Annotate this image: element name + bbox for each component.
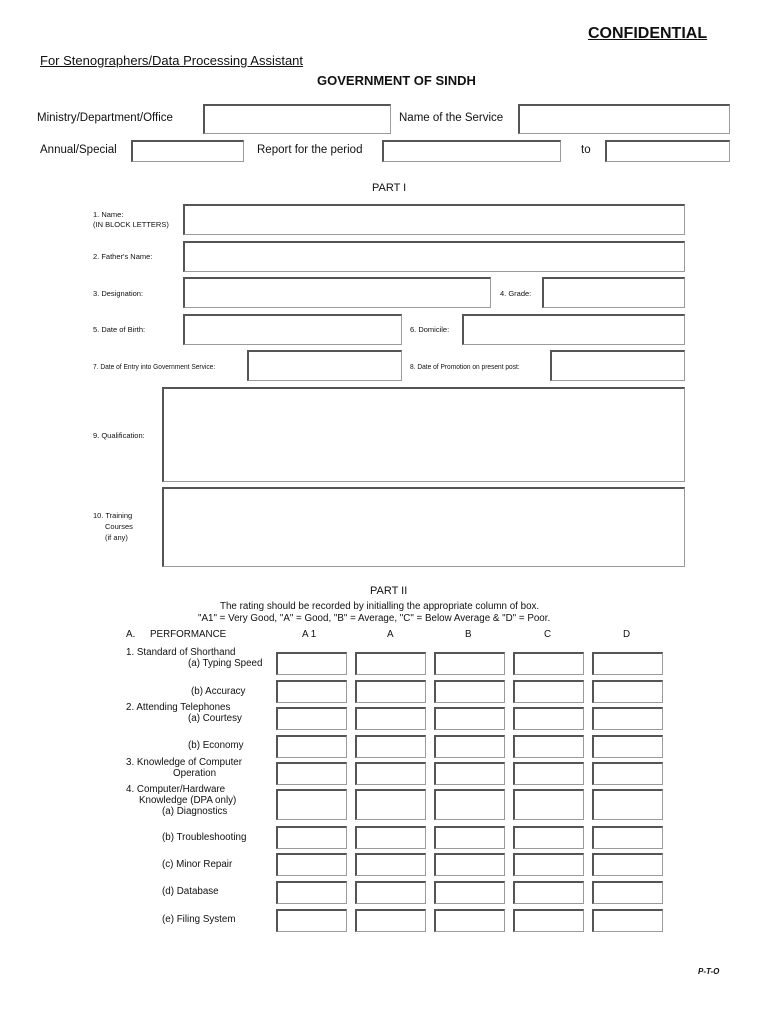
- filing-system-label: (e) Filing System: [162, 914, 236, 925]
- rating-box-row9-d[interactable]: [592, 881, 663, 904]
- courtesy-label: (a) Courtesy: [188, 713, 242, 724]
- rating-box-row5-a[interactable]: [355, 762, 426, 785]
- rating-box-row7-b[interactable]: [434, 826, 505, 849]
- period-to-field[interactable]: [605, 140, 730, 162]
- government-heading: GOVERNMENT OF SINDH: [317, 73, 476, 88]
- name-label-note: (IN BLOCK LETTERS): [93, 220, 169, 229]
- service-label: Name of the Service: [399, 112, 504, 124]
- minor-repair-label: (c) Minor Repair: [162, 859, 233, 870]
- rating-box-row7-d[interactable]: [592, 826, 663, 849]
- computer-operation-label: Operation: [173, 768, 217, 779]
- rating-box-row9-b[interactable]: [434, 881, 505, 904]
- ministry-field[interactable]: [203, 104, 391, 134]
- grade-label: 4. Grade:: [500, 289, 532, 298]
- computer-knowledge-label: 3. Knowledge of Computer: [126, 757, 242, 768]
- rating-box-row4-a1[interactable]: [276, 735, 347, 758]
- rating-box-row2-b[interactable]: [434, 680, 505, 703]
- column-header-a: A: [387, 629, 394, 640]
- domicile-field[interactable]: [462, 314, 685, 345]
- rating-instruction: The rating should be recorded by initialling the appropriate column of box.: [220, 601, 540, 612]
- column-header-a1: A 1: [302, 629, 317, 640]
- rating-box-row4-d[interactable]: [592, 735, 663, 758]
- grade-field[interactable]: [542, 277, 685, 308]
- rating-box-row8-c[interactable]: [513, 853, 584, 876]
- promotion-date-label: 8. Date of Promotion on present post:: [410, 362, 520, 371]
- rating-box-row3-d[interactable]: [592, 707, 663, 730]
- telephones-label: 2. Attending Telephones: [126, 702, 231, 713]
- rating-box-row1-a[interactable]: [355, 652, 426, 675]
- rating-box-row8-a1[interactable]: [276, 853, 347, 876]
- rating-box-row3-c[interactable]: [513, 707, 584, 730]
- rating-box-row5-d[interactable]: [592, 762, 663, 785]
- column-header-d: D: [623, 629, 631, 640]
- dob-label: 5. Date of Birth:: [93, 325, 146, 334]
- hardware-knowledge-label: Knowledge (DPA only): [139, 795, 237, 806]
- rating-box-row7-a1[interactable]: [276, 826, 347, 849]
- dob-field[interactable]: [183, 314, 402, 345]
- rating-box-row1-a1[interactable]: [276, 652, 347, 675]
- rating-box-row9-c[interactable]: [513, 881, 584, 904]
- rating-box-row10-a[interactable]: [355, 909, 426, 932]
- rating-box-row5-b[interactable]: [434, 762, 505, 785]
- rating-box-row8-a[interactable]: [355, 853, 426, 876]
- rating-box-row6-a[interactable]: [355, 789, 426, 820]
- entry-date-field[interactable]: [247, 350, 402, 381]
- rating-box-row10-b[interactable]: [434, 909, 505, 932]
- rating-box-row2-a1[interactable]: [276, 680, 347, 703]
- rating-box-row9-a[interactable]: [355, 881, 426, 904]
- part1-title: PART I: [372, 182, 407, 194]
- rating-box-row6-b[interactable]: [434, 789, 505, 820]
- rating-box-row2-c[interactable]: [513, 680, 584, 703]
- qualification-field[interactable]: [162, 387, 685, 482]
- rating-box-row1-b[interactable]: [434, 652, 505, 675]
- rating-box-row3-a1[interactable]: [276, 707, 347, 730]
- rating-box-row10-c[interactable]: [513, 909, 584, 932]
- rating-box-row2-d[interactable]: [592, 680, 663, 703]
- father-name-label: 2. Father's Name:: [93, 252, 153, 261]
- qualification-label: 9. Qualification:: [93, 431, 145, 440]
- column-header-b: B: [465, 629, 472, 640]
- form-for-heading: For Stenographers/Data Processing Assistant: [40, 53, 304, 68]
- confidential-heading: CONFIDENTIAL: [588, 25, 708, 42]
- name-field[interactable]: [183, 204, 685, 235]
- rating-box-row7-a[interactable]: [355, 826, 426, 849]
- training-field[interactable]: [162, 487, 685, 567]
- promotion-date-field[interactable]: [550, 350, 685, 381]
- rating-box-row10-a1[interactable]: [276, 909, 347, 932]
- rating-box-row1-d[interactable]: [592, 652, 663, 675]
- rating-box-row1-c[interactable]: [513, 652, 584, 675]
- period-from-field[interactable]: [382, 140, 561, 162]
- to-label: to: [581, 144, 591, 156]
- father-name-field[interactable]: [183, 241, 685, 272]
- rating-box-row3-a[interactable]: [355, 707, 426, 730]
- rating-box-row5-a1[interactable]: [276, 762, 347, 785]
- rating-box-row4-b[interactable]: [434, 735, 505, 758]
- rating-box-row6-a1[interactable]: [276, 789, 347, 820]
- pto-label: P-T-O: [698, 967, 720, 976]
- domicile-label: 6. Domicile:: [410, 325, 450, 334]
- rating-box-row7-c[interactable]: [513, 826, 584, 849]
- shorthand-label: 1. Standard of Shorthand: [126, 647, 236, 658]
- hardware-label: 4. Computer/Hardware: [126, 784, 226, 795]
- database-label: (d) Database: [162, 886, 219, 897]
- designation-field[interactable]: [183, 277, 491, 308]
- section-letter: A.: [126, 629, 136, 640]
- name-label: 1. Name:: [93, 210, 124, 219]
- rating-box-row4-c[interactable]: [513, 735, 584, 758]
- annual-special-label: Annual/Special: [40, 144, 117, 156]
- training-label-3: (if any): [105, 533, 128, 542]
- diagnostics-label: (a) Diagnostics: [162, 806, 228, 817]
- rating-box-row5-c[interactable]: [513, 762, 584, 785]
- designation-label: 3. Designation:: [93, 289, 144, 298]
- rating-box-row6-c[interactable]: [513, 789, 584, 820]
- rating-legend: "A1" = Very Good, "A" = Good, "B" = Average, "C" = Below Average & "D" = Poor.: [198, 613, 551, 624]
- rating-box-row3-b[interactable]: [434, 707, 505, 730]
- training-label: 10. Training: [93, 511, 133, 520]
- rating-box-row9-a1[interactable]: [276, 881, 347, 904]
- rating-box-row2-a[interactable]: [355, 680, 426, 703]
- troubleshooting-label: (b) Troubleshooting: [162, 832, 247, 843]
- column-header-c: C: [544, 629, 552, 640]
- section-title: PERFORMANCE: [150, 629, 227, 640]
- rating-box-row8-d[interactable]: [592, 853, 663, 876]
- economy-label: (b) Economy: [188, 740, 244, 751]
- rating-box-row4-a[interactable]: [355, 735, 426, 758]
- rating-box-row6-d[interactable]: [592, 789, 663, 820]
- part2-title: PART II: [370, 585, 408, 597]
- rating-box-row10-d[interactable]: [592, 909, 663, 932]
- period-label: Report for the period: [257, 144, 363, 156]
- accuracy-label: (b) Accuracy: [191, 686, 246, 697]
- entry-date-label: 7. Date of Entry into Government Service:: [93, 362, 216, 371]
- training-label-2: Courses: [105, 522, 133, 531]
- ministry-label: Ministry/Department/Office: [37, 112, 173, 124]
- service-field[interactable]: [518, 104, 730, 134]
- annual-special-field[interactable]: [131, 140, 244, 162]
- typing-speed-label: (a) Typing Speed: [188, 658, 263, 669]
- rating-box-row8-b[interactable]: [434, 853, 505, 876]
